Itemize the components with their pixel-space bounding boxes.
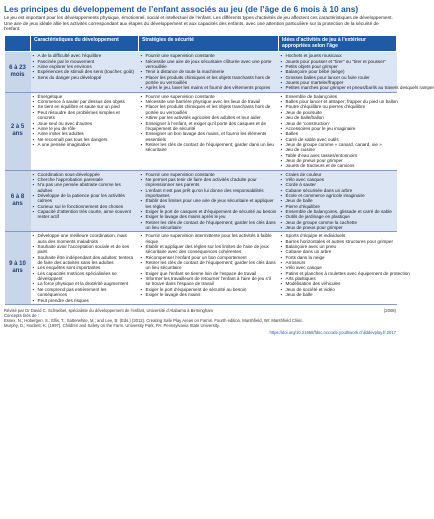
safety-strategies-cell bbox=[139, 232, 279, 304]
bullet-list bbox=[281, 233, 410, 298]
footer-ref-1: Essex, N.; Hobergen, S.; Ellis, T.; Satterwhite, M.; and Lee, B. (Eds.) (2012). Creating Safe Play Areas on Farms. Fourth edition. Marshfield, WI: Marshfield Clinic. bbox=[4, 317, 304, 323]
list-item: ▪ Exiger le lavage des mains bbox=[141, 292, 277, 297]
list-item: ▪ Fournir une supervision constante bbox=[141, 53, 277, 58]
list-item: ▪ Outils de jardinage en plastique bbox=[281, 214, 395, 219]
list-item: ▪ Cherche l’approbation parentale bbox=[33, 177, 137, 182]
list-item: ▪ Grosses balles pour lancer ou faire rouler bbox=[281, 75, 395, 80]
list-item: ▪ Ne permet pas tenir de faire des activités d’adulte pour impressionner ses parents bbox=[141, 177, 277, 188]
list-item: ▪ Retirer les clés de contact de l’équipement; garder les clés dans un lieu sécuritaire bbox=[141, 220, 277, 231]
document-page bbox=[4, 0, 434, 335]
list-item: ▪ Exiger que l’enfant se tienne loin de l’espace de travail bbox=[141, 271, 277, 276]
list-item: ▪ Jeux de groupe comme la cachette bbox=[281, 220, 395, 225]
list-item: ▪ Placer les produits chimiques et les objets tranchants hors de portée ou verrouillés bbox=[141, 75, 277, 86]
list-item: ▪ Modélisation des véhicules bbox=[281, 281, 395, 286]
list-item: ▪ Informer les travailleurs de retourner l’enfant à l’aire de jeu s’il se trouve dans l’espace de travail bbox=[141, 276, 277, 287]
table-row bbox=[5, 92, 397, 170]
list-item: ▪ Jouets de tracteurs et de camions bbox=[281, 163, 395, 168]
footer-concepts: Concepts tirés de : bbox=[4, 312, 39, 318]
list-item: ▪ Peut résoudre des problèmes simples et concrets bbox=[33, 110, 137, 121]
footer-revised: Révisé par Dr David C. Schwebel, spécialiste du développement de l’enfant, Université d’Alabama à Birmingham bbox=[4, 307, 214, 313]
list-item: ▪ Petites marches pour grimper et pneus/barils au travers desquels ramper bbox=[281, 85, 395, 90]
list-item: ▪ Jeux de balle bbox=[281, 292, 395, 297]
list-item: ▪ Jeu de cuisine bbox=[281, 147, 395, 152]
safety-strategies-cell bbox=[139, 52, 279, 92]
list-item: ▪ Jeux de société et vidéo bbox=[281, 287, 395, 292]
list-item: ▪ Cabane sécurisée dans un arbre bbox=[281, 188, 395, 193]
characteristics-cell bbox=[31, 232, 139, 304]
list-item: ▪ Jeux de ‘construction’ bbox=[281, 121, 395, 126]
table-row bbox=[5, 52, 397, 92]
footer-doi-link[interactable]: https://doi.org/10.21658/fdsc.ncccafe.youthwork.childdevplay.fr.2017 bbox=[269, 329, 396, 335]
list-item: ▪ Énergétique bbox=[33, 94, 137, 99]
list-item: ▪ Jouets pour marteler/frapper bbox=[281, 80, 395, 85]
age-range-cell: 2 à 5 ans bbox=[5, 92, 31, 170]
list-item: ▪ Balles pour lancer et attraper; frapper du pied un ballon bbox=[281, 99, 395, 104]
list-item: ▪ Cabane dans un arbre bbox=[281, 249, 395, 254]
list-item: ▪ Retirer les clés de contact de l’équipement; garder dans un lieu sécuritaire bbox=[141, 142, 277, 153]
list-item: ▪ Après le jeu, laver les mains et fournir des vêtements propres bbox=[141, 85, 277, 90]
list-item: ▪ Retirer les clés de contact de l’équipement; garder les clés dans un lieu sécuritaire bbox=[141, 260, 277, 271]
activity-ideas-cell bbox=[279, 232, 410, 304]
list-item: ▪ Coordination sous-développée bbox=[33, 172, 137, 177]
list-item: ▪ Jeux de pneus pour grimper bbox=[281, 225, 395, 230]
list-item: ▪ Fournir une supervision constante bbox=[141, 172, 277, 177]
list-item: ▪ Jouets pour pousser et “tirer” ou “tirer et pousser” bbox=[281, 59, 395, 64]
list-item: ▪ Petits objets pour grimper bbox=[281, 64, 395, 69]
list-item: ▪ Patins et planches à roulettes avec équipement de protection bbox=[281, 271, 395, 276]
list-item: ▪ Forts dans la neige bbox=[281, 255, 395, 260]
list-item: ▪ École et commerce agricole imaginaire bbox=[281, 193, 395, 198]
development-table bbox=[4, 35, 434, 305]
bullet-list bbox=[281, 172, 395, 231]
list-item: ▪ Curieux sur le fonctionnement des choses bbox=[33, 204, 137, 209]
list-item: ▪ A de la difficulté avec l’équilibre bbox=[33, 53, 137, 58]
footer-ref-2: Murphy, D.; Hackett, K. (1997). Children and Safety on the Farm. University Park, PA: Pennsylvania State University. bbox=[4, 322, 220, 328]
characteristics-cell bbox=[31, 92, 139, 170]
bullet-list bbox=[33, 233, 137, 302]
footer-year: (2008) bbox=[383, 307, 396, 313]
header-safety-strategies: Stratégies de sécurité bbox=[139, 35, 279, 52]
list-item: ▪ Jeux de pneus pour grimper bbox=[281, 158, 395, 163]
list-item: ▪ Exiger le port de casques et d’équipement de sécurité au besoin bbox=[141, 209, 277, 214]
list-item: ▪ Poutre d’équilibre ou pierres d’équilibre bbox=[281, 104, 395, 109]
list-item: ▪ Se tient en équilibre et saute sur un pied bbox=[33, 104, 137, 109]
list-item: ▪ Ensemble de balançoires, glissade et carré de sable bbox=[281, 209, 395, 214]
table-header-row bbox=[5, 35, 397, 52]
list-item: ▪ Aime le jeu de rôle bbox=[33, 126, 137, 131]
safety-strategies-cell bbox=[139, 170, 279, 232]
intro-paragraph: Le jeu est important pour les développements physique, émotionnel, social et intellectuel de l’enfant. Les différents types d’activités de jeu affectent ces caractéristiques de développement. Une aire de jeux idéale allie les activités correspondant aux étapes du développement et aux capacités des enfants, avec une attention particulière sur la protection de la sécurité de l’enfant. bbox=[4, 15, 393, 32]
age-range-cell: 6 à 8 ans bbox=[5, 170, 31, 232]
list-item: ▪ Établir et appliquer des règles sur les limites de l’aire de jeux sécuritaire avec des conséquences cohérentes bbox=[141, 244, 277, 255]
bullet-list bbox=[281, 53, 434, 91]
list-item: ▪ Arts plastiques bbox=[281, 276, 395, 281]
list-item: ▪ A une pensée imaginative bbox=[33, 142, 137, 147]
list-item: ▪ Souhaite avoir l’acceptation sociale et de ses pairs bbox=[33, 244, 137, 255]
bullet-list bbox=[281, 93, 398, 169]
age-range-cell: 6 à 23 mois bbox=[5, 52, 31, 92]
header-characteristics: Caractéristiques du développement bbox=[31, 35, 139, 52]
list-item: ▪ Barres horizontales et autres structures pour grimper bbox=[281, 239, 395, 244]
characteristics-cell bbox=[31, 170, 139, 232]
list-item: ▪ Arroseurs bbox=[281, 260, 395, 265]
list-item: ▪ Aime explorer les environs bbox=[33, 64, 137, 69]
list-item: ▪ Enseigner un bon lavage des mains, et fournir les éléments essentiels bbox=[141, 131, 277, 142]
list-item: ▪ Balançoire avec un pneu bbox=[281, 244, 395, 249]
bullet-list bbox=[141, 172, 277, 231]
list-item: ▪ Jeu de balle/ballon bbox=[281, 115, 395, 120]
list-item: ▪ Attirer par les activités agricoles des adultes et leur aider bbox=[141, 115, 277, 120]
list-item: ▪ Sports d’équipe et individuels bbox=[281, 233, 395, 238]
list-item: ▪ Fournir une supervision intermittente pour les activités à faible risque bbox=[141, 233, 277, 244]
list-item: ▪ Balançoire pour bébé (siège) bbox=[281, 69, 395, 74]
list-item: ▪ Exiger le port d’équipement de sécurité au besoin bbox=[141, 287, 277, 292]
footer bbox=[4, 308, 396, 335]
list-item: ▪ Ensemble de balançoires bbox=[281, 94, 395, 99]
list-item: ▪ Jeux de balle bbox=[281, 198, 395, 203]
page-title: Les principes du développement de l’enfant associés au jeu (de l’âge de 6 mois à 10 ans) bbox=[4, 4, 359, 14]
list-item: ▪ Vélo avec casque bbox=[281, 265, 395, 270]
list-item: ▪ Fascinée par le mouvement bbox=[33, 59, 137, 64]
list-item: ▪ Ne reconnaît pas tous les dangers bbox=[33, 137, 137, 142]
list-item: ▪ Vélo avec casques bbox=[281, 177, 395, 182]
list-item: ▪ Placer les produits chimiques et les objets tranchants hors de portée ou verrouillés bbox=[141, 104, 277, 115]
list-item: ▪ Hochets et jouets musicaux bbox=[281, 53, 395, 58]
list-item: ▪ Joue seul ou avec d’autres bbox=[33, 121, 137, 126]
list-item: ▪ Capacité d’attention très courte, aime souvent rester actif bbox=[33, 209, 137, 220]
list-item: ▪ Tenir à distance de toute la machinerie bbox=[141, 69, 277, 74]
characteristics-cell bbox=[31, 52, 139, 92]
age-range-cell: 9 à 10 ans bbox=[5, 232, 31, 304]
bullet-list bbox=[33, 53, 137, 80]
list-item: ▪ Nécessite une aire de jeux sécuritaire clôturée avec une porte verrouillée bbox=[141, 59, 277, 70]
activity-ideas-cell bbox=[279, 92, 397, 170]
list-item: ▪ Les capacités motrices spécialisées se développent bbox=[33, 271, 137, 282]
list-item: ▪ Établir des limites pour une aire de jeux sécuritaire et appliquer les règles bbox=[141, 198, 277, 209]
list-item: ▪ Fournir une supervision constante bbox=[141, 94, 277, 99]
bullet-list bbox=[33, 172, 137, 220]
list-item: ▪ La force physique et la dextérité augmentent bbox=[33, 281, 137, 286]
bullet-list bbox=[141, 233, 277, 297]
list-item: ▪ Jeux de poursuite bbox=[281, 110, 395, 115]
table-row bbox=[5, 232, 397, 304]
bullet-list bbox=[33, 94, 137, 147]
list-item: ▪ Développe une meilleure coordination, mais aura des moments maladroits bbox=[33, 233, 137, 244]
list-item: ▪ Commence à sauter par dessus des objets bbox=[33, 99, 137, 104]
list-item: ▪ Développe de la patience pour les activités calmes bbox=[33, 193, 137, 204]
list-item: ▪ L’enfant n’est pas prêt qu’on lui donne des responsabilités importantes bbox=[141, 188, 277, 199]
header-activity-ideas: Idées d’activités de jeu à l’extérieur appropriées selon l’âge bbox=[279, 35, 397, 52]
header-age bbox=[5, 35, 31, 52]
list-item: ▪ Les enquêtes sont importantes bbox=[33, 265, 137, 270]
list-item: ▪ Souhaite être indépendant des adultes; tentera de faire des activités sans les adultes bbox=[33, 255, 137, 266]
list-item: ▪ Peut prendre des risques bbox=[33, 298, 137, 303]
list-item: ▪ Récompenser l’enfant pour un bon comportement bbox=[141, 255, 277, 260]
bullet-list bbox=[141, 94, 277, 153]
list-item: ▪ Enseigner à l’enfant, et exiger qu’il porte des casques et de l’équipement de sécurité bbox=[141, 121, 277, 132]
list-item: ▪ Accessoires pour le jeu imaginaire bbox=[281, 126, 395, 131]
list-item: ▪ Balles bbox=[281, 131, 395, 136]
list-item: ▪ Sens du danger peu développé bbox=[33, 75, 137, 80]
list-item: ▪ Craies de couleur bbox=[281, 172, 395, 177]
safety-strategies-cell bbox=[139, 92, 279, 170]
list-item: ▪ Corde à sauter bbox=[281, 182, 395, 187]
list-item: ▪ Pierre d’équilibre bbox=[281, 204, 395, 209]
activity-ideas-cell bbox=[279, 170, 397, 232]
list-item: ▪ Ne comprend pas entièrement les conséquences bbox=[33, 287, 137, 298]
list-item: ▪ Expériences de stimuli des sens (toucher, goût) bbox=[33, 69, 137, 74]
bullet-list bbox=[141, 53, 277, 90]
activity-ideas-cell bbox=[279, 52, 434, 92]
list-item: ▪ Jeux de groupe comme « canard, canard, oie » bbox=[281, 142, 395, 147]
table-row bbox=[5, 170, 397, 232]
list-item: ▪ N’a pas une pensée abstraite comme les adultes bbox=[33, 182, 137, 193]
list-item: ▪ Nécessite une barrière physique avec les lieux de travail bbox=[141, 99, 277, 104]
list-item: ▪ Exiger le lavage des mains après le jeu bbox=[141, 214, 277, 219]
list-item: ▪ Table d’eau avec tasses/entonnoirs bbox=[281, 153, 395, 158]
list-item: ▪ Aime imiter les adultes bbox=[33, 131, 137, 136]
list-item: ▪ Carré de sable avec outils bbox=[281, 137, 395, 142]
